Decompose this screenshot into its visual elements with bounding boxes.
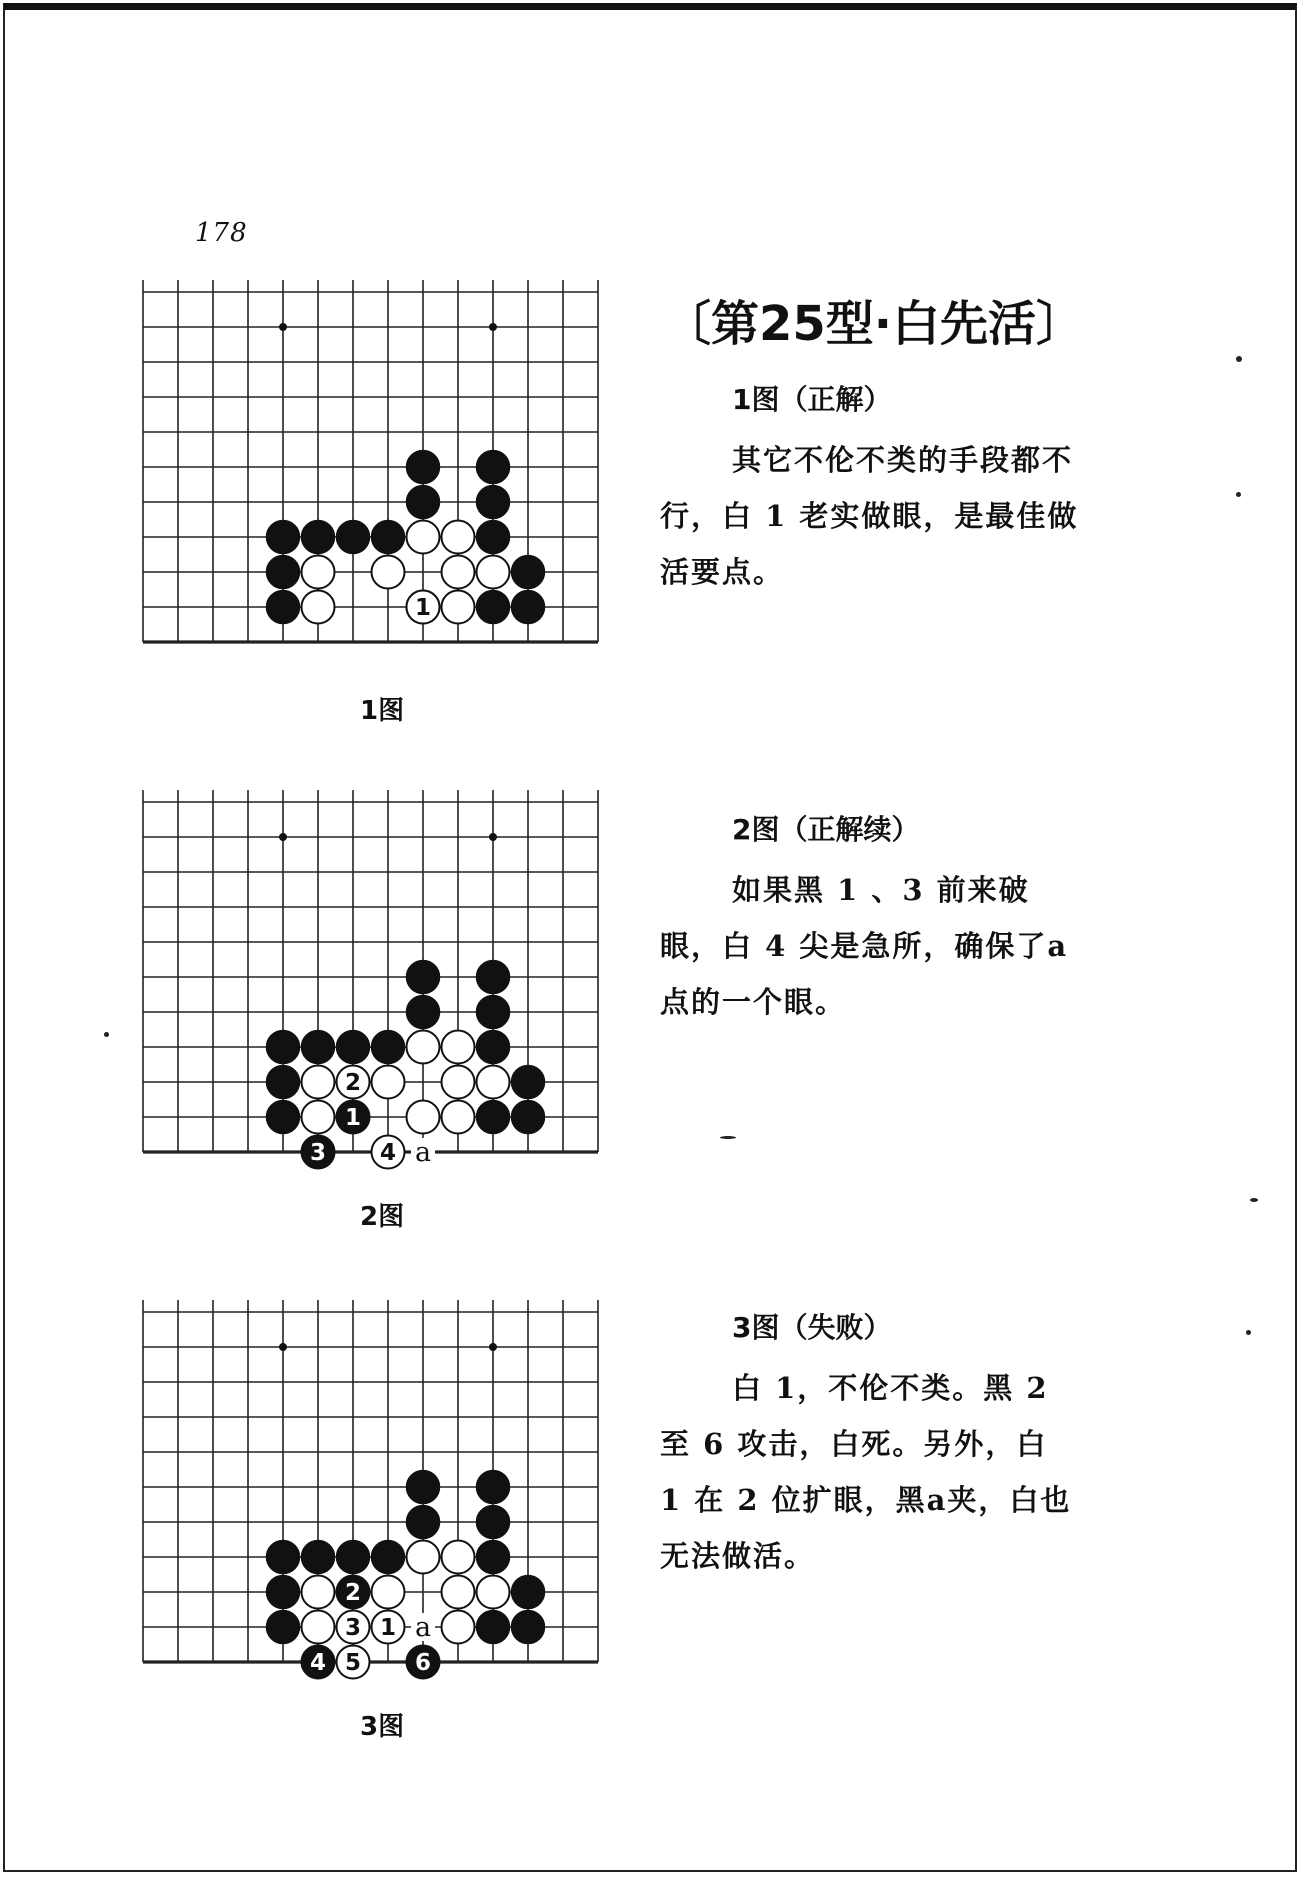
move-number-label: 4 bbox=[379, 1140, 397, 1166]
star-point bbox=[279, 833, 287, 841]
white-stone bbox=[442, 1101, 475, 1134]
section-2-body: 如果黑 1 、3 前来破眼，白 4 尖是急所，确保了a点的一个眼。 bbox=[660, 873, 1069, 1019]
white-stone bbox=[302, 591, 335, 624]
white-stone bbox=[372, 556, 405, 589]
scan-speck bbox=[720, 1136, 736, 1139]
black-stone bbox=[512, 1576, 545, 1609]
section-2-heading: 2图（正解续） bbox=[732, 813, 920, 846]
black-stone bbox=[302, 1541, 335, 1574]
black-stone bbox=[477, 591, 510, 624]
white-stone bbox=[372, 1576, 405, 1609]
section-3 bbox=[660, 1306, 1080, 1584]
black-stone bbox=[477, 1031, 510, 1064]
white-stone bbox=[407, 1541, 440, 1574]
black-stone bbox=[337, 1031, 370, 1064]
black-stone bbox=[267, 1031, 300, 1064]
scan-speck bbox=[104, 1032, 109, 1037]
black-stone bbox=[267, 1576, 300, 1609]
black-stone bbox=[477, 1611, 510, 1644]
section-3-heading: 3图（失败） bbox=[732, 1311, 892, 1344]
black-stone bbox=[302, 521, 335, 554]
black-stone bbox=[512, 556, 545, 589]
section-1 bbox=[660, 378, 1080, 600]
star-point bbox=[279, 1343, 287, 1351]
scan-speck bbox=[1236, 492, 1241, 497]
scan-speck bbox=[1236, 356, 1242, 362]
black-stone bbox=[267, 1541, 300, 1574]
star-point bbox=[489, 1343, 497, 1351]
black-stone bbox=[477, 486, 510, 519]
black-stone bbox=[512, 1611, 545, 1644]
section-3-body: 白 1，不伦不类。黑 2 至 6 攻击，白死。另外，白 1 在 2 位扩眼，黑a夹，白也无法做活。 bbox=[660, 1371, 1072, 1573]
white-stone bbox=[442, 556, 475, 589]
black-stone bbox=[407, 486, 440, 519]
white-stone bbox=[442, 1576, 475, 1609]
white-stone bbox=[407, 521, 440, 554]
white-stone bbox=[442, 591, 475, 624]
move-number-label: 3 bbox=[344, 1615, 362, 1641]
white-stone bbox=[442, 1031, 475, 1064]
go-board-svg bbox=[138, 1300, 618, 1720]
move-number-label: 2 bbox=[344, 1070, 362, 1096]
white-stone bbox=[442, 1066, 475, 1099]
point-letter-label: a bbox=[414, 1137, 432, 1168]
white-stone bbox=[302, 556, 335, 589]
move-number-label: 3 bbox=[309, 1140, 327, 1166]
black-stone bbox=[372, 1031, 405, 1064]
move-number-label: 1 bbox=[344, 1105, 362, 1131]
black-stone bbox=[477, 1471, 510, 1504]
go-board-figure-3 bbox=[138, 1300, 618, 1720]
point-letter-label: a bbox=[414, 1612, 432, 1643]
black-stone bbox=[512, 1066, 545, 1099]
move-number-label: 6 bbox=[414, 1650, 432, 1676]
go-board-figure-1 bbox=[138, 280, 618, 700]
black-stone bbox=[267, 1611, 300, 1644]
white-stone bbox=[477, 1066, 510, 1099]
white-stone bbox=[477, 556, 510, 589]
black-stone bbox=[477, 1541, 510, 1574]
white-stone bbox=[302, 1611, 335, 1644]
star-point bbox=[489, 323, 497, 331]
page-number: 178 bbox=[195, 218, 248, 248]
go-board-svg bbox=[138, 280, 618, 700]
black-stone bbox=[512, 591, 545, 624]
move-number-label: 1 bbox=[379, 1615, 397, 1641]
section-1-heading: 1图（正解） bbox=[732, 383, 892, 416]
go-board-svg bbox=[138, 790, 618, 1210]
move-number-label: 4 bbox=[309, 1650, 327, 1676]
white-stone bbox=[442, 1611, 475, 1644]
black-stone bbox=[372, 1541, 405, 1574]
black-stone bbox=[337, 521, 370, 554]
white-stone bbox=[372, 1066, 405, 1099]
white-stone bbox=[407, 1031, 440, 1064]
move-number-label: 1 bbox=[414, 595, 432, 621]
black-stone bbox=[267, 1101, 300, 1134]
black-stone bbox=[267, 591, 300, 624]
black-stone bbox=[477, 1506, 510, 1539]
problem-title: 〔第25型·白先活〕 bbox=[663, 296, 1085, 352]
white-stone bbox=[407, 1101, 440, 1134]
section-1-body: 其它不伦不类的手段都不行，白 1 老实做眼，是最佳做活要点。 bbox=[660, 443, 1079, 589]
black-stone bbox=[407, 996, 440, 1029]
black-stone bbox=[337, 1541, 370, 1574]
scan-speck bbox=[1246, 1330, 1251, 1335]
go-board-figure-2 bbox=[138, 790, 618, 1210]
black-stone bbox=[407, 1471, 440, 1504]
figure-1-caption: 1图 bbox=[360, 696, 405, 726]
black-stone bbox=[477, 996, 510, 1029]
scan-speck bbox=[1250, 1198, 1258, 1202]
figure-2-caption: 2图 bbox=[360, 1202, 405, 1232]
white-stone bbox=[302, 1066, 335, 1099]
black-stone bbox=[372, 521, 405, 554]
black-stone bbox=[407, 1506, 440, 1539]
black-stone bbox=[477, 451, 510, 484]
star-point bbox=[489, 833, 497, 841]
white-stone bbox=[442, 521, 475, 554]
black-stone bbox=[302, 1031, 335, 1064]
black-stone bbox=[477, 521, 510, 554]
white-stone bbox=[477, 1576, 510, 1609]
black-stone bbox=[477, 1101, 510, 1134]
black-stone bbox=[267, 521, 300, 554]
black-stone bbox=[267, 1066, 300, 1099]
white-stone bbox=[302, 1101, 335, 1134]
black-stone bbox=[477, 961, 510, 994]
figure-3-caption: 3图 bbox=[360, 1712, 405, 1742]
move-number-label: 5 bbox=[344, 1650, 362, 1676]
black-stone bbox=[512, 1101, 545, 1134]
black-stone bbox=[407, 451, 440, 484]
move-number-label: 2 bbox=[344, 1580, 362, 1606]
star-point bbox=[279, 323, 287, 331]
white-stone bbox=[302, 1576, 335, 1609]
white-stone bbox=[442, 1541, 475, 1574]
section-2 bbox=[660, 808, 1080, 1030]
black-stone bbox=[407, 961, 440, 994]
black-stone bbox=[267, 556, 300, 589]
